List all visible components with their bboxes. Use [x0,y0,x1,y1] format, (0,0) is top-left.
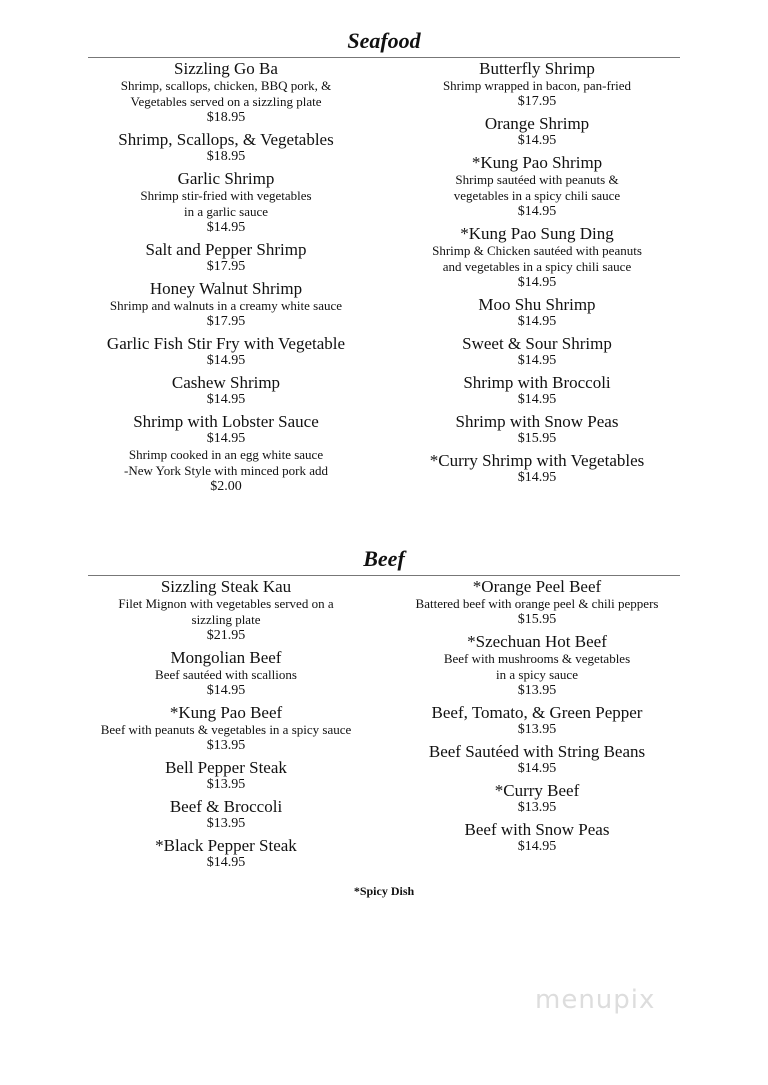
menu-item [70,703,382,754]
item-price: $14.95 [206,220,246,235]
menu-item [70,130,382,165]
item-price: $15.95 [517,612,557,627]
menu-item [392,451,682,486]
item-name: *Black Pepper Steak [155,836,297,855]
item-name: Shrimp with Snow Peas [455,412,619,431]
item-desc: Shrimp, scallops, chicken, BBQ pork, & [120,78,332,93]
menu-item [392,742,682,777]
menu-item [392,59,682,110]
item-desc: Battered beef with orange peel & chili peppers [415,596,659,611]
item-name: *Kung Pao Shrimp [471,153,603,172]
item-price: $14.95 [206,431,246,446]
item-price: $14.95 [206,683,246,698]
item-desc: Shrimp and walnuts in a creamy white sauce [109,298,343,313]
item-price: $14.95 [517,470,557,485]
menu-item [392,577,682,628]
item-price: $17.95 [206,314,246,329]
item-price: $2.00 [210,479,242,494]
item-name: Shrimp with Broccoli [463,373,611,392]
item-desc: Beef sautéed with scallions [155,667,297,682]
item-desc: Shrimp stir-fried with vegetables [140,188,312,203]
item-name: *Kung Pao Sung Ding [460,224,614,243]
item-name: Sizzling Steak Kau [160,577,292,596]
item-desc: Filet Mignon with vegetables served on a [118,596,334,611]
menu-item [70,758,382,793]
item-name: Mongolian Beef [170,648,282,667]
item-price: $14.95 [517,275,557,290]
item-price: $21.95 [206,628,246,643]
item-price: $14.95 [206,392,246,407]
menu-item [392,703,682,738]
item-name: Moo Shu Shrimp [478,295,596,314]
item-name: *Orange Peel Beef [472,577,602,596]
item-desc: Shrimp cooked in an egg white sauce [128,447,324,462]
item-price: $14.95 [517,133,557,148]
item-price: $14.95 [517,204,557,219]
item-name: Shrimp with Lobster Sauce [133,412,319,431]
item-price: $13.95 [517,683,557,698]
item-desc: and vegetables in a spicy chili sauce [442,259,632,274]
item-price: $13.95 [206,738,246,753]
item-price: $13.95 [517,800,557,815]
beef-right-column [392,577,682,859]
menu-item [70,836,382,871]
item-price: $14.95 [517,392,557,407]
menu-item [70,334,382,369]
item-name: *Curry Shrimp with Vegetables [429,451,645,470]
item-price: $17.95 [517,94,557,109]
item-name: *Curry Beef [494,781,580,800]
item-desc: Shrimp wrapped in bacon, pan-fried [442,78,632,93]
item-name: Salt and Pepper Shrimp [145,240,307,259]
item-name: Bell Pepper Steak [165,758,287,777]
menu-item [70,240,382,275]
item-name: Cashew Shrimp [171,373,281,392]
item-name: Beef, Tomato, & Green Pepper [431,703,643,722]
menu-item [70,373,382,408]
section-divider [88,57,680,58]
item-name: Sizzling Go Ba [174,59,278,78]
menu-item [392,334,682,369]
item-price: $15.95 [517,431,557,446]
item-price: $18.95 [206,110,246,125]
menu-item [392,373,682,408]
item-desc: sizzling plate [191,612,261,627]
item-desc: in a spicy sauce [496,667,578,682]
menu-item [392,820,682,855]
item-name: Beef & Broccoli [169,797,283,816]
item-price: $14.95 [206,855,246,870]
item-price: $13.95 [517,722,557,737]
menu-item [70,412,382,495]
menu-item [392,632,682,699]
item-name: Sweet & Sour Shrimp [462,334,612,353]
item-price: $18.95 [206,149,246,164]
item-desc: Beef with mushrooms & vegetables [443,651,631,666]
item-desc: Beef with peanuts & vegetables in a spicy sauce [100,722,352,737]
item-name: *Kung Pao Beef [169,703,283,722]
item-name: Butterfly Shrimp [479,59,595,78]
menu-item [70,797,382,832]
item-price: $17.95 [206,259,246,274]
item-desc: vegetables in a spicy chili sauce [453,188,621,203]
item-desc: Shrimp & Chicken sautéed with peanuts [432,243,642,258]
item-price: $14.95 [206,353,246,368]
item-price: $13.95 [206,777,246,792]
item-desc: in a garlic sauce [183,204,269,219]
item-name: Shrimp, Scallops, & Vegetables [118,130,334,149]
item-price: $14.95 [517,353,557,368]
item-name: Garlic Shrimp [177,169,275,188]
seafood-right-column [392,59,682,490]
menu-item [392,224,682,291]
menu-item [392,295,682,330]
menu-item [70,648,382,699]
item-name: Beef Sautéed with String Beans [428,742,646,761]
section-divider [88,575,680,576]
watermark-logo: menupix [535,985,656,1015]
beef-left-column [70,577,382,875]
menu-item [70,169,382,236]
menu-item [392,114,682,149]
item-price: $14.95 [517,839,557,854]
item-price: $14.95 [517,314,557,329]
menu-item [392,412,682,447]
item-price: $13.95 [206,816,246,831]
item-name: Orange Shrimp [484,114,590,133]
item-name: *Szechuan Hot Beef [467,632,607,651]
item-name: Honey Walnut Shrimp [149,279,303,298]
item-name: Garlic Fish Stir Fry with Vegetable [106,334,346,353]
item-name: Beef with Snow Peas [464,820,610,839]
section-title-beef: Beef [363,546,405,571]
menu-item [392,153,682,220]
seafood-left-column [70,59,382,499]
menu-item [70,577,382,644]
item-desc: -New York Style with minced pork add [123,463,328,478]
section-title-seafood: Seafood [347,28,421,53]
item-desc: Vegetables served on a sizzling plate [130,94,322,109]
menu-item [70,279,382,330]
item-desc: Shrimp sautéed with peanuts & [455,172,619,187]
menu-item [392,781,682,816]
spicy-dish-footnote: *Spicy Dish [353,884,415,898]
item-price: $14.95 [517,761,557,776]
menu-item [70,59,382,126]
